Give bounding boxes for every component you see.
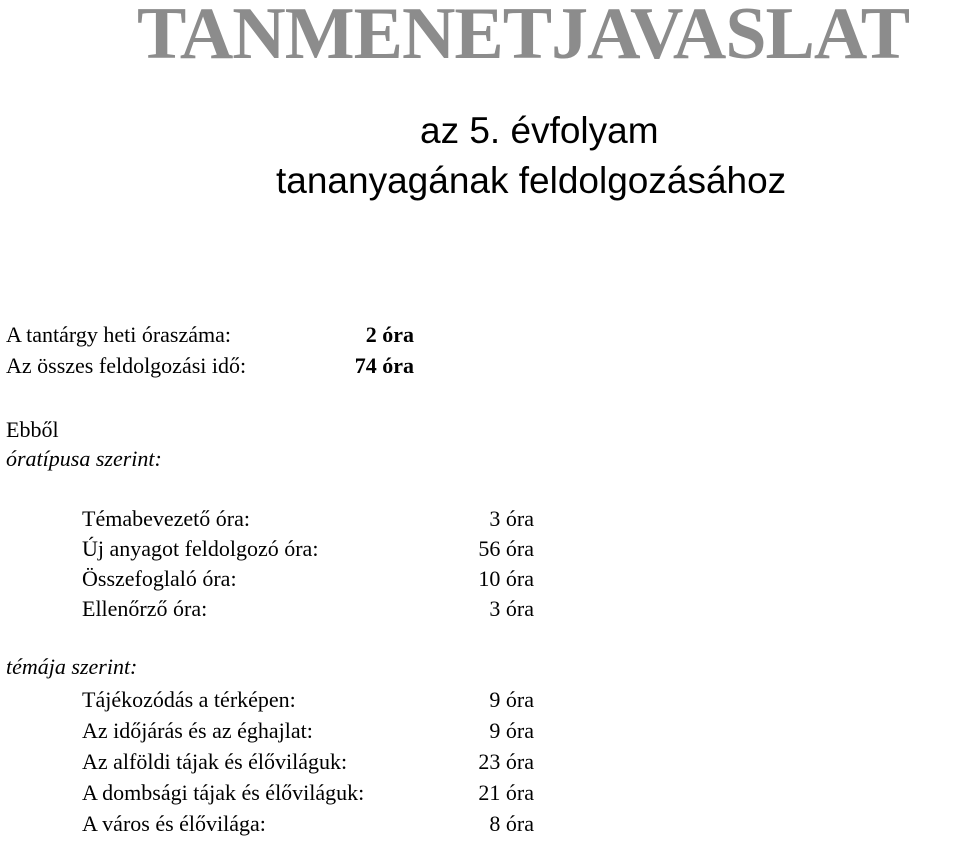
by-topic-heading: témája szerint: bbox=[6, 654, 138, 679]
list-item-value: 3 óra bbox=[489, 506, 534, 531]
list-item-value: 21 óra bbox=[478, 780, 534, 805]
subtitle-line-2: tananyagának feldolgozásához bbox=[276, 160, 787, 201]
list-item-label: Témabevezető óra: bbox=[82, 506, 250, 531]
total-hours-label: Az összes feldolgozási idő: bbox=[6, 353, 247, 378]
list-item-label: Az időjárás és az éghajlat: bbox=[82, 718, 313, 743]
list-item-label: Az alföldi tájak és élőviláguk: bbox=[82, 749, 348, 774]
list-item-label: Tájékozódás a térképen: bbox=[82, 687, 296, 712]
total-hours-value: 74 óra bbox=[354, 353, 414, 378]
list-item-value: 9 óra bbox=[489, 687, 534, 712]
list-item-value: 56 óra bbox=[478, 536, 534, 561]
list-item-label: A város és élővilága: bbox=[82, 811, 266, 836]
list-item-value: 8 óra bbox=[489, 811, 534, 836]
list-item-value: 23 óra bbox=[478, 749, 534, 774]
breakdown-heading: Ebből bbox=[6, 417, 59, 442]
list-item-value: 10 óra bbox=[478, 566, 534, 591]
weekly-hours-value: 2 óra bbox=[365, 322, 414, 347]
list-item-label: Összefoglaló óra: bbox=[82, 566, 237, 591]
by-type-heading: óratípusa szerint: bbox=[6, 446, 162, 471]
list-item-label: Ellenőrző óra: bbox=[82, 596, 208, 621]
weekly-hours-label: A tantárgy heti óraszáma: bbox=[6, 322, 232, 347]
list-item-label: Új anyagot feldolgozó óra: bbox=[82, 536, 319, 561]
list-item-label: A dombsági tájak és élőviláguk: bbox=[82, 780, 365, 805]
document-title: TANMENETJAVASLAT bbox=[137, 0, 910, 75]
list-item-value: 3 óra bbox=[489, 596, 534, 621]
list-item-value: 9 óra bbox=[489, 718, 534, 743]
subtitle-line-1: az 5. évfolyam bbox=[420, 110, 659, 151]
